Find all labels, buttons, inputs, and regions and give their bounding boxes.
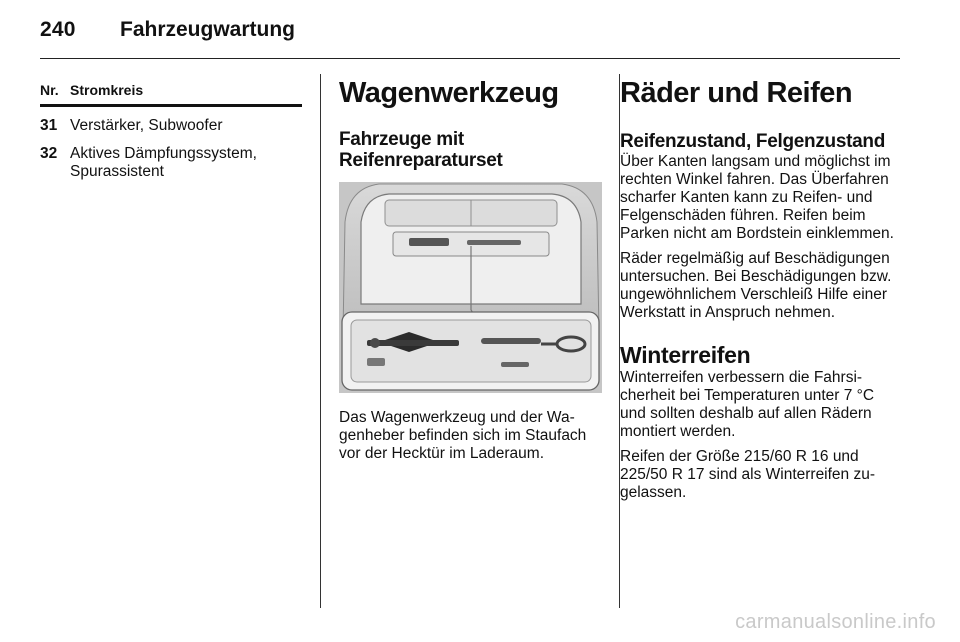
- winter-paragraph-2: Reifen der Größe 215/60 R 16 und 225/50 R 17 sind als Winterreifen zugelassen.: [620, 448, 876, 501]
- tools-subtitle: Fahrzeuge mit Reifenreparaturset: [339, 129, 503, 171]
- tool-kit-illustration: [339, 182, 602, 393]
- winter-paragraph-1: Winterreifen verbessern die Fahrsicherheit bei Temperaturen unter 7 °C und sollten deshalb auf allen Rädern montiert werden.: [620, 369, 875, 440]
- fuse-circuit: Verstärker, Subwoofer: [70, 117, 223, 134]
- condition-heading: Reifenzustand, Felgenzustand: [620, 131, 886, 152]
- watermark: carmanualsonline.info: [735, 611, 936, 633]
- condition-paragraph-2: Räder regelmäßig auf Beschädigungen untersuchen. Bei Beschädigungen bzw. ungewöhnlichem Verschleiß Hilfe einer Werkstatt in Anspruch nehmen.: [620, 250, 892, 321]
- table-row: [40, 145, 302, 181]
- wheels-title: Räder und Reifen: [620, 77, 853, 109]
- running-title: Fahrzeugwartung: [120, 18, 296, 41]
- table-header: [40, 76, 302, 107]
- condition-paragraph-1: Über Kanten langsam und möglichst im rechten Winkel fahren. Das Überfahren scharfer Kanten kann zu Reifen- und Felgenschäden führen. Reifen beim Parken nicht am Bordstein einklemmen.: [620, 153, 894, 242]
- fuse-circuit: Aktives Dämpfungssystem, Spurassistent: [70, 145, 257, 180]
- column-divider-1: [320, 74, 321, 608]
- column-header-circuit: Stromkreis: [70, 82, 144, 98]
- header-rule: [40, 58, 900, 59]
- table-row: [40, 117, 302, 135]
- column-header-nr: Nr.: [40, 82, 59, 98]
- fuse-number: 31: [40, 117, 58, 134]
- fuse-number: 32: [40, 145, 58, 162]
- tools-section: [339, 76, 602, 463]
- page-number: 240: [40, 18, 76, 41]
- tools-text: Das Wagenwerkzeug und der Wagenheber befinden sich im Staufach vor der Hecktür im Laderaum.: [339, 409, 587, 462]
- winter-heading: Winterreifen: [620, 342, 751, 368]
- fuse-table: [40, 76, 302, 181]
- tool-kit-drawing: [339, 182, 602, 393]
- wheels-section: [620, 76, 902, 502]
- tools-title: Wagenwerkzeug: [339, 77, 559, 109]
